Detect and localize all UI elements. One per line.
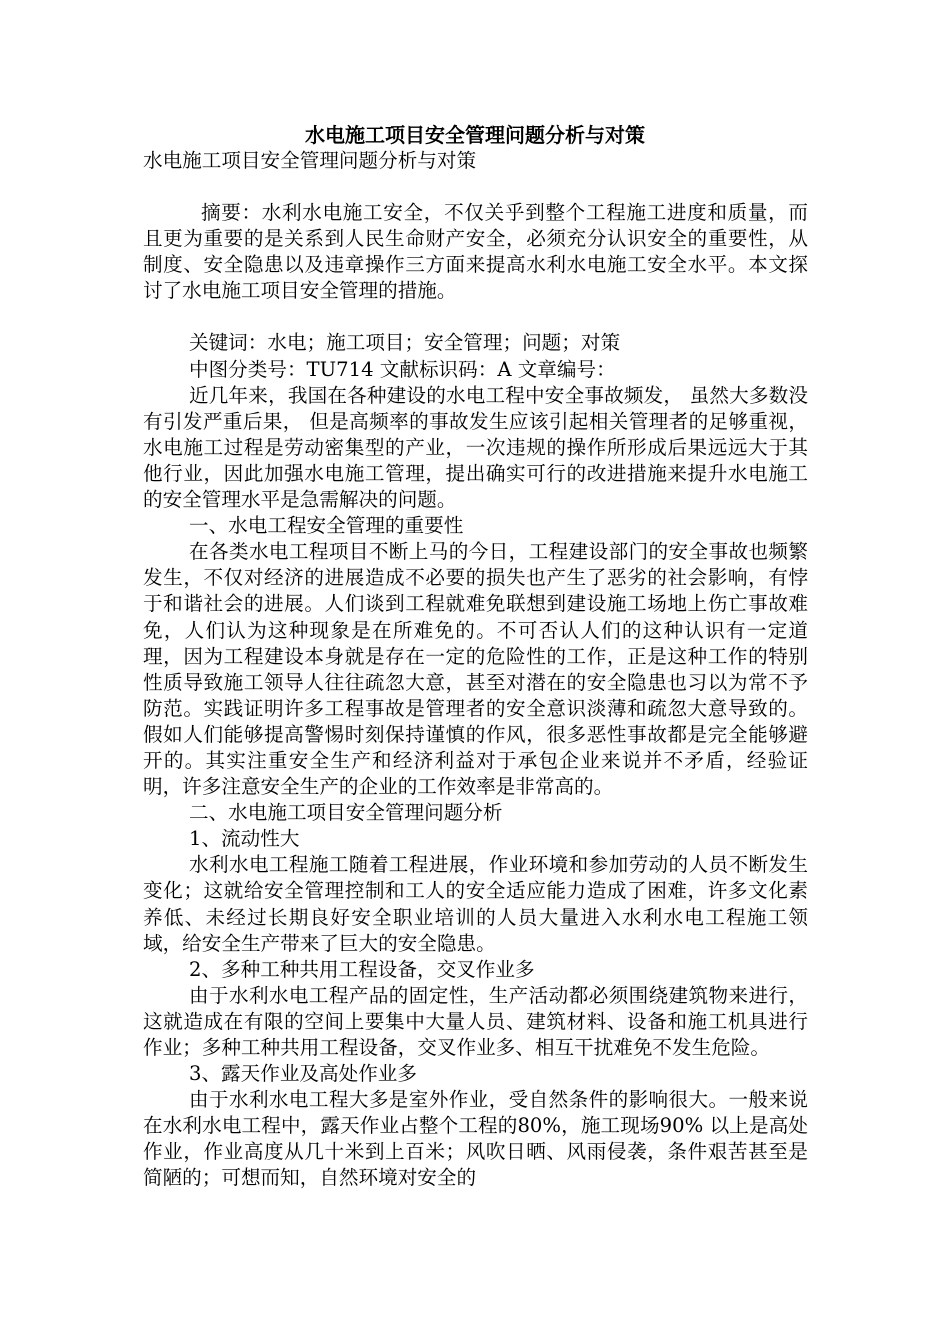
- subsection-heading-2: 2、多种工种共用工程设备，交叉作业多: [189, 957, 535, 981]
- keywords-line: 关键词：水电；施工项目；安全管理；问题；对策: [189, 331, 621, 355]
- document-subtitle: 水电施工项目安全管理问题分析与对策: [143, 149, 477, 172]
- abstract-paragraph: 摘要：水利水电施工安全，不仅关乎到整个工程施工进度和质量，而且更为重要的是关系到人民生命财产安全，必须充分认识安全的重要性，从制度、安全隐患以及违章操作三方面来提高水利水电施工安全水平。本文探讨了水电施工项目安全管理的措施。: [143, 201, 808, 303]
- subsection-1-paragraph: 水利水电工程施工随着工程进展，作业环境和参加劳动的人员不断发生变化；这就给安全管理控制和工人的安全适应能力造成了困难，许多文化素养低、未经过长期良好安全职业培训的人员大量进入水利水电工程施工领域，给安全生产带来了巨大的安全隐患。: [143, 853, 808, 955]
- subsection-2-paragraph: 由于水利水电工程产品的固定性，生产活动都必须围绕建筑物来进行，这就造成在有限的空间上要集中大量人员、建筑材料、设备和施工机具进行作业；多种工种共用工程设备，交叉作业多、相互干扰难免不发生危险。: [143, 983, 808, 1059]
- section-heading-1: 一、水电工程安全管理的重要性: [189, 514, 464, 538]
- classification-line: 中图分类号：TU714 文献标识码：A 文章编号：: [189, 357, 616, 381]
- subsection-3-paragraph: 由于水利水电工程大多是室外作业，受自然条件的影响很大。一般来说在水利水电工程中，露天作业占整个工程的80%，施工现场90% 以上是高处作业，作业高度从几十米到上百米；风吹日晒、风雨侵袭，条件艰苦甚至是简陋的；可想而知，自然环境对安全的: [143, 1088, 808, 1190]
- document-title: 水电施工项目安全管理问题分析与对策: [305, 123, 645, 147]
- subsection-heading-1: 1、流动性大: [189, 827, 300, 851]
- subsection-heading-3: 3、露天作业及高处作业多: [189, 1062, 417, 1086]
- section-1-paragraph: 在各类水电工程项目不断上马的今日，工程建设部门的安全事故也频繁发生，不仅对经济的进展造成不必要的损失也产生了恶劣的社会影响，有悖于和谐社会的进展。人们谈到工程就难免联想到建设施工场地上伤亡事故难免，人们认为这种现象是在所难免的。不可否认人们的这种认识有一定道理，因为工程建设本身就是存在一定的危险性的工作，正是这种工作的特别性质导致施工领导人往往疏忽大意，甚至对潜在的安全隐患也习以为常不予防范。实践证明许多工程事故是管理者的安全意识淡薄和疏忽大意导致的。假如人们能够提高警惕时刻保持谨慎的作风，很多恶性事故都是完全能够避开的。其实注重安全生产和经济利益对于承包企业来说并不矛盾，经验证明，许多注意安全生产的企业的工作效率是非常高的。: [143, 540, 808, 799]
- intro-paragraph: 近几年来，我国在各种建设的水电工程中安全事故频发， 虽然大多数没有引发严重后果， 但是高频率的事故发生应该引起相关管理者的足够重视，水电施工过程是劳动密集型的产业，一次违规的操作所形成后果远远大于其他行业，因此加强水电施工管理，提出确实可行的改进措施来提升水电施工的安全管理水平是急需解决的问题。: [143, 383, 808, 512]
- document-body: [143, 148, 808, 1192]
- section-heading-2: 二、水电施工项目安全管理问题分析: [189, 801, 503, 825]
